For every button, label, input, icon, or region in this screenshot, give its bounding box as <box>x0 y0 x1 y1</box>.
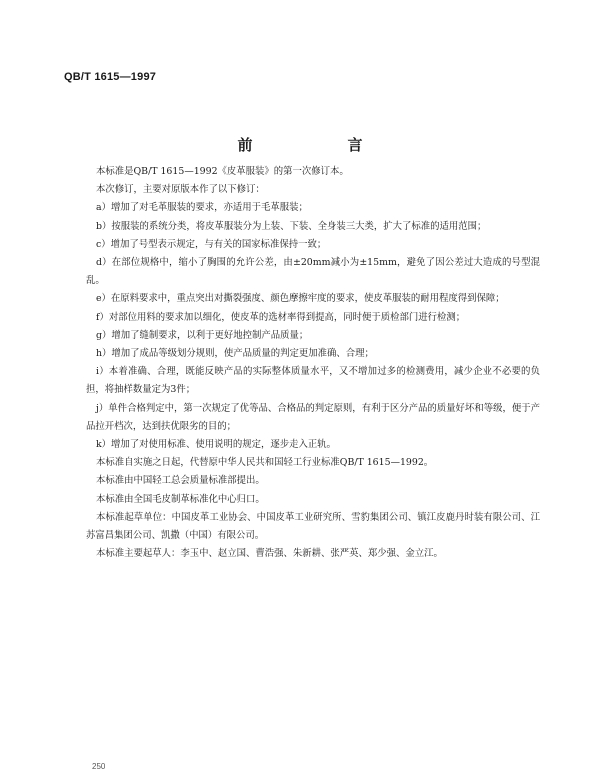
list-item-f: f）对部位用料的要求加以细化，使皮革的选材率得到提高，同时便于质检部门进行检测； <box>96 311 466 323</box>
page-number: 250 <box>92 762 106 771</box>
paragraph-revision-summary: 本次修订，主要对原版本作了以下修订： <box>96 184 265 196</box>
list-item-i: i）本着准确、合理，既能反映产品的实际整体质量水平，又不增加过多的检测费用，减少企业不必要的负担，将抽样数量定为3件； <box>86 366 540 396</box>
list-item-a: a）增加了对毛革服装的要求，亦适用于毛革服装； <box>96 202 308 214</box>
page-title: 前 言 <box>237 136 403 154</box>
document-body <box>86 163 540 563</box>
list-item-j: j）单件合格判定中，第一次规定了优等品、合格品的判定原则，有利于区分产品的质量好坏和等级，便于产品拉开档次，达到扶优限劣的目的； <box>86 402 540 432</box>
list-item-d: d）在部位规格中，缩小了胸围的允许公差，由±20mm减小为±15mm，避免了因公差过大造成的号型混乱。 <box>86 257 540 287</box>
paragraph-replacement: 本标准自实施之日起，代替原中华人民共和国轻工行业标准QB/T 1615—1992。 <box>96 457 434 469</box>
list-item-b: b）按服装的系统分类，将皮革服装分为上装、下装、全身装三大类，扩大了标准的适用范围； <box>96 220 487 232</box>
list-item-g: g）增加了缝制要求，以利于更好地控制产品质量； <box>96 329 309 341</box>
standard-code: QB/T 1615—1997 <box>64 71 157 83</box>
list-item-e: e）在原料要求中，重点突出对撕裂强度、颜色摩擦牢度的要求，使皮革服装的耐用程度得到保障； <box>96 293 505 305</box>
paragraph-drafting-units: 本标准起草单位：中国皮革工业协会、中国皮革工业研究所、雪豹集团公司、镇江皮鹿丹时装有限公司、江苏富昌集团公司、凯撒（中国）有限公司。 <box>86 511 540 542</box>
list-item-k: k）增加了对使用标准、使用说明的规定，逐步走入正轨。 <box>96 439 337 451</box>
paragraph-proposer: 本标准由中国轻工总会质量标准部提出。 <box>96 475 265 487</box>
paragraph-centralized: 本标准由全国毛皮制革标准化中心归口。 <box>96 493 265 505</box>
list-item-c: c）增加了号型表示规定，与有关的国家标准保持一致； <box>96 238 327 250</box>
paragraph-drafters: 本标准主要起草人：李玉中、赵立国、曹浩强、朱新耕、张严英、郑少强、金立江。 <box>96 548 443 560</box>
paragraph-intro: 本标准是QB/T 1615—1992《皮革服装》的第一次修订本。 <box>96 166 349 177</box>
list-item-h: h）增加了成品等级划分规则，使产品质量的判定更加准确、合理； <box>96 348 374 360</box>
